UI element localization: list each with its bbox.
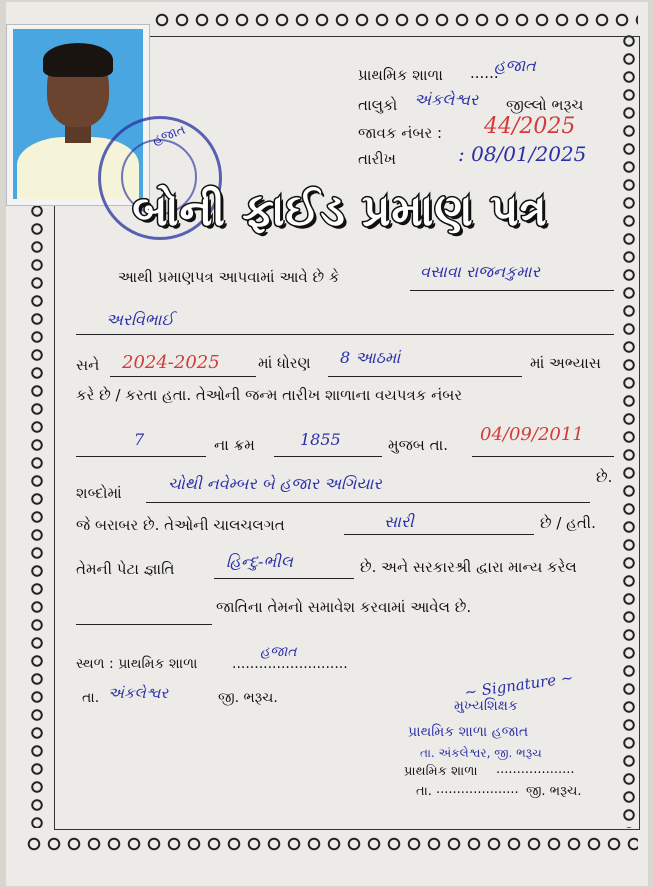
ta-value: અંકલેશ્વર	[108, 684, 169, 702]
caste-line2: જાતિના તેમનો સમાવેશ કરવામાં આવેલ છે.	[216, 598, 472, 616]
caste-prefix: તેમની પેટા જ્ઞાતિ	[76, 560, 175, 578]
intro-text: આથી પ્રમાણપત્ર આપવામાં આવે છે કે	[118, 268, 340, 286]
std-text: માં ધોરણ	[258, 354, 311, 372]
school-value: હજાત	[494, 56, 536, 75]
ta-suffix: જી. ભરૂચ.	[218, 690, 278, 706]
principal-signature: ~ Signature ~	[463, 668, 575, 702]
study-text: માં અભ્યાસ	[530, 354, 601, 372]
outward-value: 44/2025	[484, 114, 576, 139]
dob-in-words: ચોથી નવેમ્બર બે હજાર અગિયાર	[168, 474, 382, 493]
sign-school-label: પ્રાથમિક શાળા	[404, 764, 478, 779]
taluka-label: તાલુકો	[358, 96, 398, 114]
student-name-part1: વસાવા રાજનકુમાર	[420, 262, 540, 281]
study-line: કરે છે / કરતા હતા. તેઓની જન્મ તારીખ શાળાના વયપત્રક નંબર	[76, 386, 463, 404]
std-value: 8 આઠમાં	[340, 348, 401, 367]
place-label: સ્થળ : પ્રાથમિક શાળા	[76, 656, 198, 672]
words-label: શબ્દોમાં	[76, 484, 122, 502]
caste-suffix: છે. અને સરકારશ્રી દ્વારા માન્ય કરેલ	[360, 558, 577, 576]
register-number: 7	[134, 430, 145, 449]
stamp-text: હજાત	[150, 122, 188, 149]
conduct-value: સારી	[384, 512, 414, 531]
outward-label: જાવક નંબર :	[358, 124, 443, 142]
serial-value: 1855	[300, 430, 341, 449]
serial-label: ના ક્રમ	[214, 436, 255, 454]
taluka-value: અંકલેશ્વર	[414, 90, 479, 109]
year-value: 2024-2025	[122, 352, 220, 373]
decorative-border-bottom	[24, 834, 638, 854]
place-value: હજાત	[260, 644, 297, 660]
caste-value: હિન્દુ-ભીલ	[226, 552, 293, 571]
sign-ji: જી. ભરૂચ.	[526, 784, 582, 799]
conduct-suffix: છે / હતી.	[540, 514, 596, 532]
words-suffix: છે.	[596, 468, 613, 486]
school-label: પ્રાથમિક શાળા	[358, 66, 443, 84]
decorative-border-top	[152, 10, 638, 30]
dob-value: 04/09/2011	[480, 424, 584, 445]
decorative-border-left	[28, 202, 46, 828]
conduct-prefix: જે બરાબર છે. તેઓની ચાલચલગત	[76, 516, 285, 534]
date-label: તારીખ	[358, 150, 396, 168]
principal-title: મુખ્યશિક્ષક	[454, 698, 518, 714]
dob-label: મુજબ તા.	[388, 436, 448, 454]
ta-label: તા.	[82, 690, 100, 706]
certificate-title: બોની ફાઈડ પ્રમાણ પત્ર	[132, 185, 548, 236]
seal-place: તા. અંકલેશ્વર, જી. ભરૂચ	[420, 746, 542, 760]
seal-school: પ્રાથમિક શાળા હજાત	[408, 724, 529, 740]
district-text: જીલ્લો ભરૂચ	[506, 96, 584, 114]
year-prefix: સને	[76, 356, 100, 374]
sign-ta: તા.	[416, 784, 432, 799]
student-name-part2: અરવિભાઈ	[106, 310, 174, 329]
date-value: : 08/01/2025	[458, 142, 587, 166]
